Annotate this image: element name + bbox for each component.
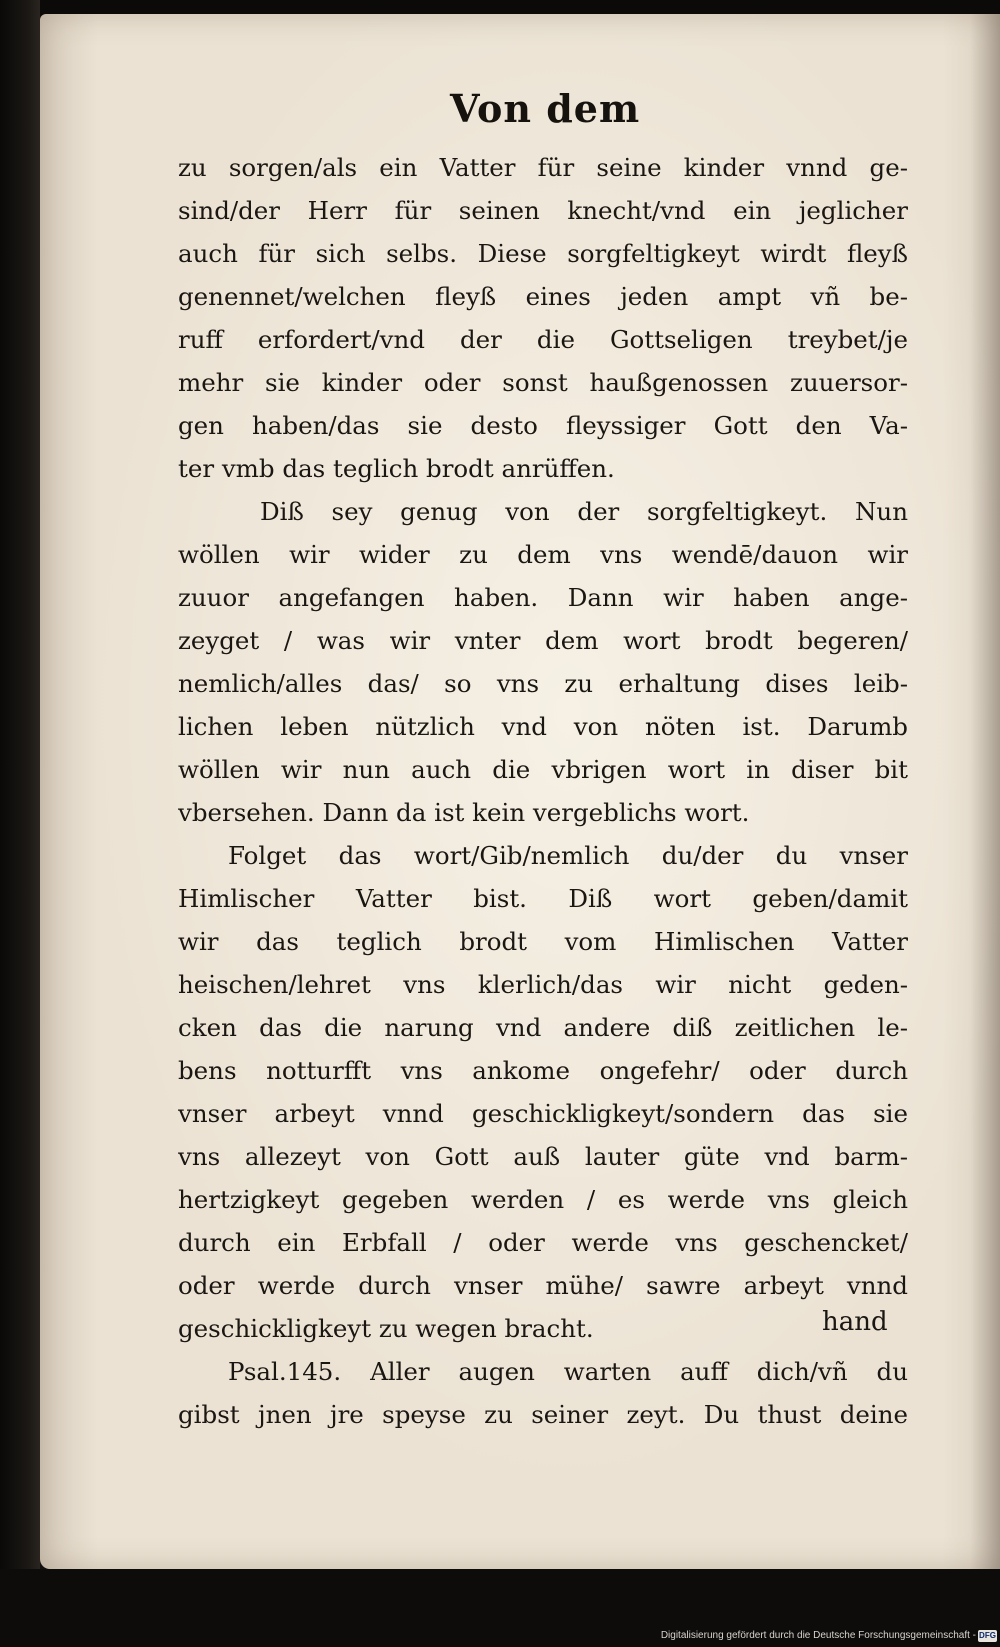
digitization-credit: Digitalisierung gefördert durch die Deutsche Forschungsgemeinschaft - [660, 1630, 976, 1641]
text-line: genennet/welchen fleyß eines jeden ampt vñ be- [178, 282, 908, 311]
book-binding-edge [0, 0, 40, 1647]
text-line: vns allezeyt von Gott auß lauter güte vnd barm- [178, 1142, 908, 1171]
text-line: wöllen wir nun auch die vbrigen wort in diser bit [178, 755, 908, 784]
text-line: lichen leben nützlich vnd von nöten ist. Darumb [178, 712, 908, 741]
text-line: ter vmb das teglich brodt anrüffen. [178, 454, 615, 483]
text-line: zuuor angefangen haben. Dann wir haben ange- [178, 583, 908, 612]
text-line: Folget das wort/Gib/nemlich du/der du vnser [228, 841, 908, 870]
text-line: durch ein Erbfall / oder werde vns geschencket/ [178, 1228, 908, 1257]
text-line: gibst jnen jre speyse zu seiner zeyt. Du thust deine [178, 1400, 908, 1429]
text-line: heischen/lehret vns klerlich/das wir nicht geden- [178, 970, 908, 999]
catchword: hand [822, 1307, 888, 1337]
page-edge-shadow [970, 14, 1000, 1569]
text-line: Diß sey genug von der sorgfeltigkeyt. Nun [260, 497, 908, 526]
text-line: vnser arbeyt vnnd geschickligkeyt/sondern das sie [178, 1099, 908, 1128]
text-line: zeyget / was wir vnter dem wort brodt begeren/ [178, 626, 908, 655]
text-line: nemlich/alles das/ so vns zu erhaltung dises leib- [178, 669, 908, 698]
text-line: hertzigkeyt gegeben werden / es werde vns gleich [178, 1185, 908, 1214]
running-head: Von dem [450, 86, 641, 131]
text-line: geschickligkeyt zu wegen bracht. [178, 1314, 594, 1343]
text-line: bens notturfft vns ankome ongefehr/ oder durch [178, 1056, 908, 1085]
text-line: zu sorgen/als ein Vatter für seine kinder vnnd ge- [178, 153, 908, 182]
text-line: auch für sich selbs. Diese sorgfeltigkeyt wirdt fleyß [178, 239, 908, 268]
text-line: Psal.145. Aller augen warten auff dich/vñ du [228, 1357, 908, 1386]
text-line: gen haben/das sie desto fleyssiger Gott den Va- [178, 411, 908, 440]
text-line: Himlischer Vatter bist. Diß wort geben/damit [178, 884, 908, 913]
text-line: ruff erfordert/vnd der die Gottseligen treybet/je [178, 325, 908, 354]
text-line: cken das die narung vnd andere diß zeitlichen le- [178, 1013, 908, 1042]
text-line: oder werde durch vnser mühe/ sawre arbeyt vnnd [178, 1271, 908, 1300]
text-line: wöllen wir wider zu dem vns wendē/dauon wir [178, 540, 908, 569]
text-line: wir das teglich brodt vom Himlischen Vatter [178, 927, 908, 956]
text-line: sind/der Herr für seinen knecht/vnd ein jeglicher [178, 196, 908, 225]
text-line: mehr sie kinder oder sonst haußgenossen zuuersor- [178, 368, 908, 397]
text-line: vbersehen. Dann da ist kein vergeblichs wort. [178, 798, 750, 827]
body-text [178, 146, 908, 1436]
dfg-logo-icon: DFG [979, 1631, 996, 1640]
